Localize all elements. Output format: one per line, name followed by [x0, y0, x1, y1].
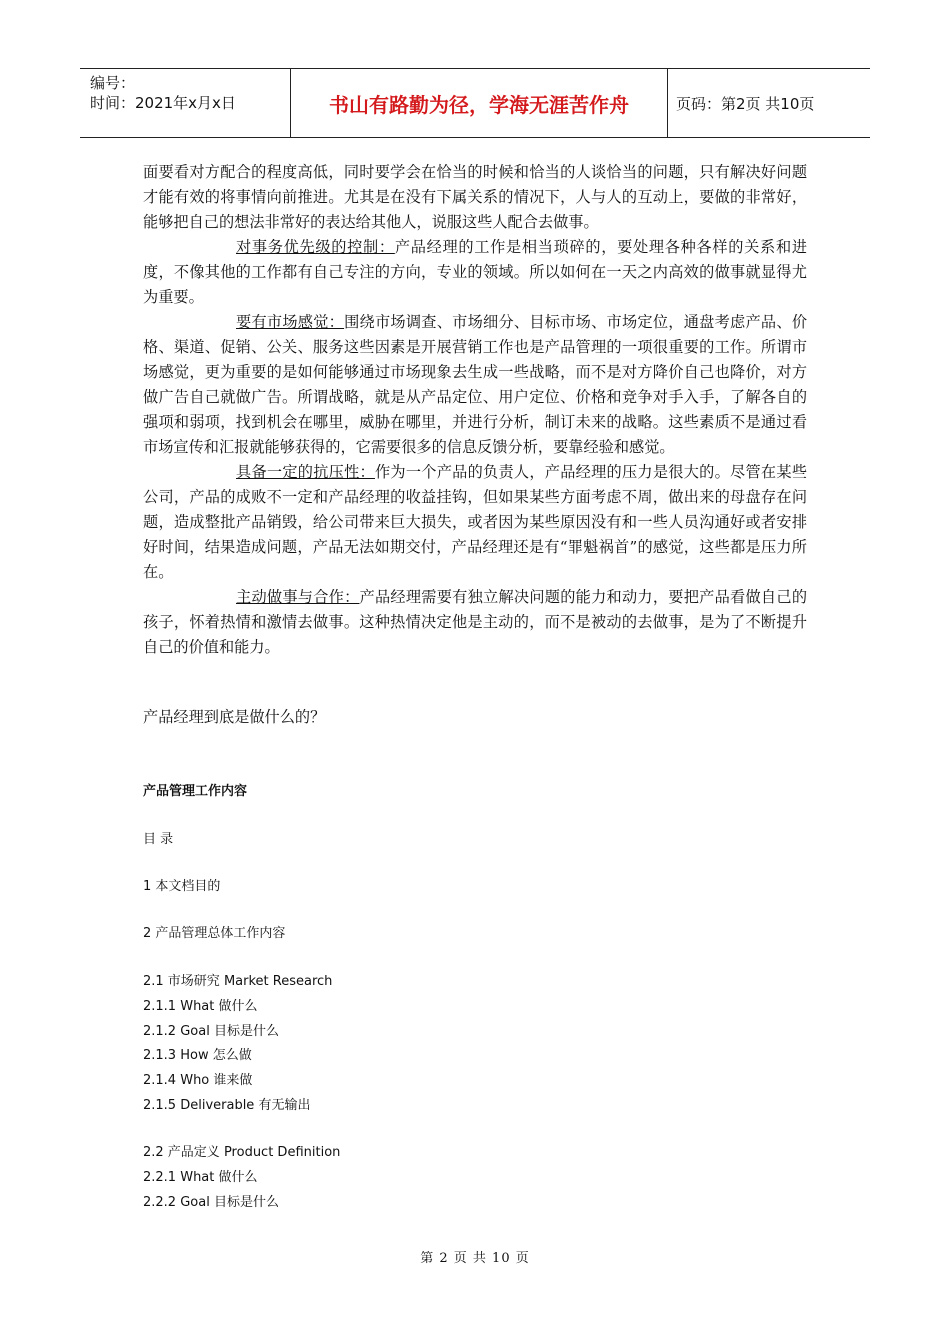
toc-item: 1 本文档目的 — [143, 879, 221, 894]
paragraph: 具备一定的抗压性：作为一个产品的负责人，产品经理的压力是很大的。尽管在某些公司，产品的成败不一定和产品经理的收益挂钩，但如果某些方面考虑不周，做出来的母盘存在问题，造成整批产品销毁，给公司带来巨大损失，或者因为某些原因没有和一些人员沟通好或者安排好时间，结果造成问题，产品无法如期交付，产品经理还是有“罪魁祸首”的感觉，这些都是压力所在。 — [143, 463, 808, 581]
toc-item: 2.2.2 Goal 目标是什么 — [143, 1195, 279, 1210]
paragraph: 要有市场感觉：围绕市场调查、市场细分、目标市场、市场定位，通盘考虑产品、价格、渠道、促销、公关、服务这些因素是开展营销工作也是产品管理的一项很重要的工作。所谓市场感觉，更为重要的是如何能够通过市场现象去生成一些战略，而不是对方降价自己也降价，对方做广告自己就做广告。所谓战略，就是从产品定位、用户定位、价格和竞争对手入手，了解各自的强项和弱项，找到机会在哪里，威胁在哪里，并进行分析，制订未来的战略。这些素质不是通过看市场宣传和汇报就能够获得的，它需要很多的信息反馈分析，要靠经验和感觉。 — [143, 313, 808, 456]
paragraph-heading: 具备一定的抗压性： — [236, 463, 375, 481]
code-label: 编号： — [90, 74, 136, 92]
toc-section: 2.2 产品定义 Product Definition — [143, 1145, 341, 1160]
toc-section: 2.1 市场研究 Market Research — [143, 974, 333, 989]
header-motto: 书山有路勤为径，学海无涯苦作舟 — [291, 69, 668, 137]
body-text — [143, 160, 807, 660]
header-meta — [80, 69, 291, 137]
paragraph-heading: 主动做事与合作： — [236, 588, 360, 606]
page-footer: 第 2 页 共 10 页 — [420, 1251, 530, 1266]
page-header — [80, 68, 870, 138]
toc-item: 2.1.4 Who 谁来做 — [143, 1073, 253, 1088]
date-label: 时间：2021年x月x日 — [90, 94, 236, 112]
toc-item: 2.1.2 Goal 目标是什么 — [143, 1024, 279, 1039]
paragraph-heading: 对事务优先级的控制： — [236, 238, 395, 256]
toc-item: 2.1.5 Deliverable 有无输出 — [143, 1098, 311, 1113]
paragraph: 主动做事与合作：产品经理需要有独立解决问题的能力和动力，要把产品看做自己的孩子，怀着热情和激情去做事。这种热情决定他是主动的，而不是被动的去做事，是为了不断提升自己的价值和能力。 — [143, 588, 808, 656]
toc-title: 产品管理工作内容 — [143, 784, 248, 799]
toc-contents-label: 目 录 — [143, 832, 174, 847]
paragraph: 面要看对方配合的程度高低，同时要学会在恰当的时候和恰当的人谈恰当的问题，只有解决好问题才能有效的将事情向前推进。尤其是在没有下属关系的情况下，人与人的互动上，要做的非常好，能够把自己的想法非常好的表达给其他人，说服这些人配合去做事。 — [143, 163, 807, 231]
header-page-info: 页码：第2页 共10页 — [676, 94, 815, 113]
toc-item: 2.2.1 What 做什么 — [143, 1170, 258, 1185]
toc-item: 2.1.1 What 做什么 — [143, 999, 258, 1014]
question-line: 产品经理到底是做什么的？ — [143, 708, 326, 726]
paragraph-heading: 要有市场感觉： — [236, 313, 345, 331]
toc-item: 2 产品管理总体工作内容 — [143, 926, 286, 941]
paragraph: 对事务优先级的控制：产品经理的工作是相当琐碎的，要处理各种各样的关系和进度，不像其他的工作都有自己专注的方向，专业的领域。所以如何在一天之内高效的做事就显得尤为重要。 — [143, 238, 808, 306]
toc-item: 2.1.3 How 怎么做 — [143, 1048, 252, 1063]
